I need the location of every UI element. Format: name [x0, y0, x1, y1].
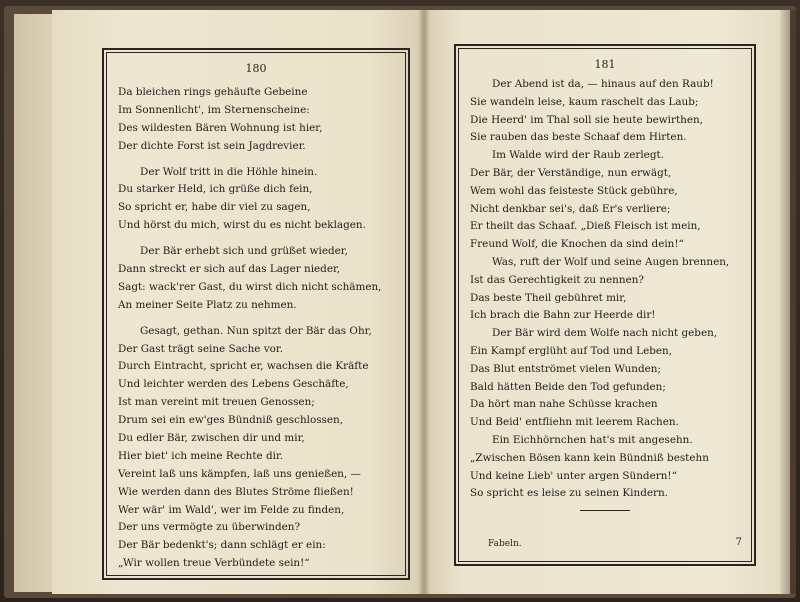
- signature-mark: Fabeln.: [488, 539, 522, 549]
- verse-line: Sie rauben das beste Schaaf dem Hirten.: [470, 131, 687, 144]
- verse-line: Der uns vermögte zu überwinden?: [118, 521, 301, 534]
- verse-line: Er theilt das Schaaf. „Dieß Fleisch ist mein,: [470, 220, 701, 233]
- verse-line: Im Sonnenlicht', im Sternenscheine:: [118, 103, 310, 116]
- verse-line: Und Beid' entfliehn mit leerem Rachen.: [470, 416, 679, 429]
- verse-line: So spricht er, habe dir viel zu sagen,: [118, 201, 311, 214]
- verse-line: Da bleichen rings gehäufte Gebeine: [118, 86, 308, 98]
- verse-line: Freund Wolf, die Knochen da sind dein!“: [470, 238, 684, 251]
- verse-line: Die Heerd' im Thal soll sie heute bewirthen,: [470, 113, 703, 126]
- verse-line: Ein Kampf erglüht auf Tod und Leben,: [470, 344, 673, 357]
- left-page: [52, 10, 424, 594]
- verse-line: Du edler Bär, zwischen dir und mir,: [118, 432, 305, 445]
- verse-line: Sie wandeln leise, kaum raschelt das Laub;: [470, 95, 699, 108]
- verse-line: Nicht denkbar sei's, daß Er's verliere;: [470, 202, 671, 215]
- verse-line: Der Bär bedenkt's; dann schlägt er ein:: [118, 539, 326, 552]
- sheet-number: 7: [735, 537, 742, 548]
- verse-line: Im Walde wird der Raub zerlegt.: [492, 149, 664, 162]
- verse-line: Hier biet' ich meine Rechte dir.: [118, 449, 284, 462]
- verse-line: Sagt: wack'rer Gast, du wirst dich nicht schämen,: [118, 280, 382, 293]
- verse-line: Das Blut entströmet vielen Wunden;: [470, 362, 661, 375]
- verse-line: Was, ruft der Wolf und seine Augen brennen,: [492, 255, 730, 268]
- end-rule: [580, 510, 630, 511]
- verse-line: Der Bär erhebt sich und grüßet wieder,: [140, 245, 348, 258]
- verse-line: Gesagt, gethan. Nun spitzt der Bär das Ohr,: [140, 324, 372, 337]
- verse-line: Wem wohl das feisteste Stück gebühre,: [470, 184, 678, 197]
- verse-line: Der Gast trägt seine Sache vor.: [118, 342, 284, 355]
- verse-line: Der Abend ist da, — hinaus auf den Raub!: [492, 78, 714, 90]
- verse-line: Bald hätten Beide den Tod gefunden;: [470, 380, 666, 393]
- right-page-text: [470, 76, 746, 503]
- verse-line: Vereint laß uns kämpfen, laß uns genießen, —: [118, 467, 361, 480]
- verse-line: Der Bär, der Verständige, nun erwägt,: [470, 166, 672, 179]
- verse-line: Wer wär' im Wald', wer im Felde zu finden,: [118, 503, 345, 516]
- page-number: 180: [245, 62, 267, 75]
- verse-line: Der Wolf tritt in die Höhle hinein.: [140, 165, 318, 178]
- verse-line: An meiner Seite Platz zu nehmen.: [118, 298, 297, 311]
- verse-line: „Zwischen Bösen kann kein Bündniß bestehn: [470, 451, 709, 464]
- verse-line: Da hört man nahe Schüsse krachen: [470, 398, 658, 411]
- verse-line: Und keine Lieb' unter argen Sündern!“: [470, 469, 677, 482]
- left-page-text: [118, 84, 398, 573]
- verse-line: Ich brach die Bahn zur Heerde dir!: [470, 309, 656, 322]
- verse-line: Wie werden dann des Blutes Ströme fließen!: [118, 485, 354, 498]
- left-page-frame: [102, 48, 410, 580]
- verse-line: Ein Eichhörnchen hat's mit angesehn.: [492, 433, 693, 446]
- verse-line: So spricht es leise zu seinen Kindern.: [470, 487, 668, 500]
- page-edge-shadow: [780, 10, 796, 594]
- book-gutter: [418, 10, 430, 594]
- right-page: [424, 10, 790, 594]
- page-number: 181: [594, 58, 616, 71]
- verse-line: Des wildesten Bären Wohnung ist hier,: [118, 121, 323, 134]
- verse-line: Ist das Gerechtigkeit zu nennen?: [470, 273, 644, 286]
- verse-line: Der dichte Forst ist sein Jagdrevier.: [118, 139, 306, 152]
- verse-line: Und leichter werden des Lebens Geschäfte,: [118, 378, 349, 391]
- verse-line: „Wir wollen treue Verbündete sein!“: [118, 557, 310, 570]
- verse-line: Du starker Held, ich grüße dich fein,: [118, 183, 313, 196]
- verse-line: Durch Eintracht, spricht er, wachsen die Kräfte: [118, 360, 369, 373]
- verse-line: Der Bär wird dem Wolfe nach nicht geben,: [492, 327, 718, 340]
- verse-line: Das beste Theil gebühret mir,: [470, 291, 627, 304]
- right-page-frame: [454, 44, 756, 566]
- verse-line: Und hörst du mich, wirst du es nicht beklagen.: [118, 219, 366, 232]
- verse-line: Dann streckt er sich auf das Lager nieder,: [118, 263, 341, 276]
- verse-line: Ist man vereint mit treuen Genossen;: [118, 396, 315, 409]
- verse-line: Drum sei ein ew'ges Bündniß geschlossen,: [118, 414, 344, 427]
